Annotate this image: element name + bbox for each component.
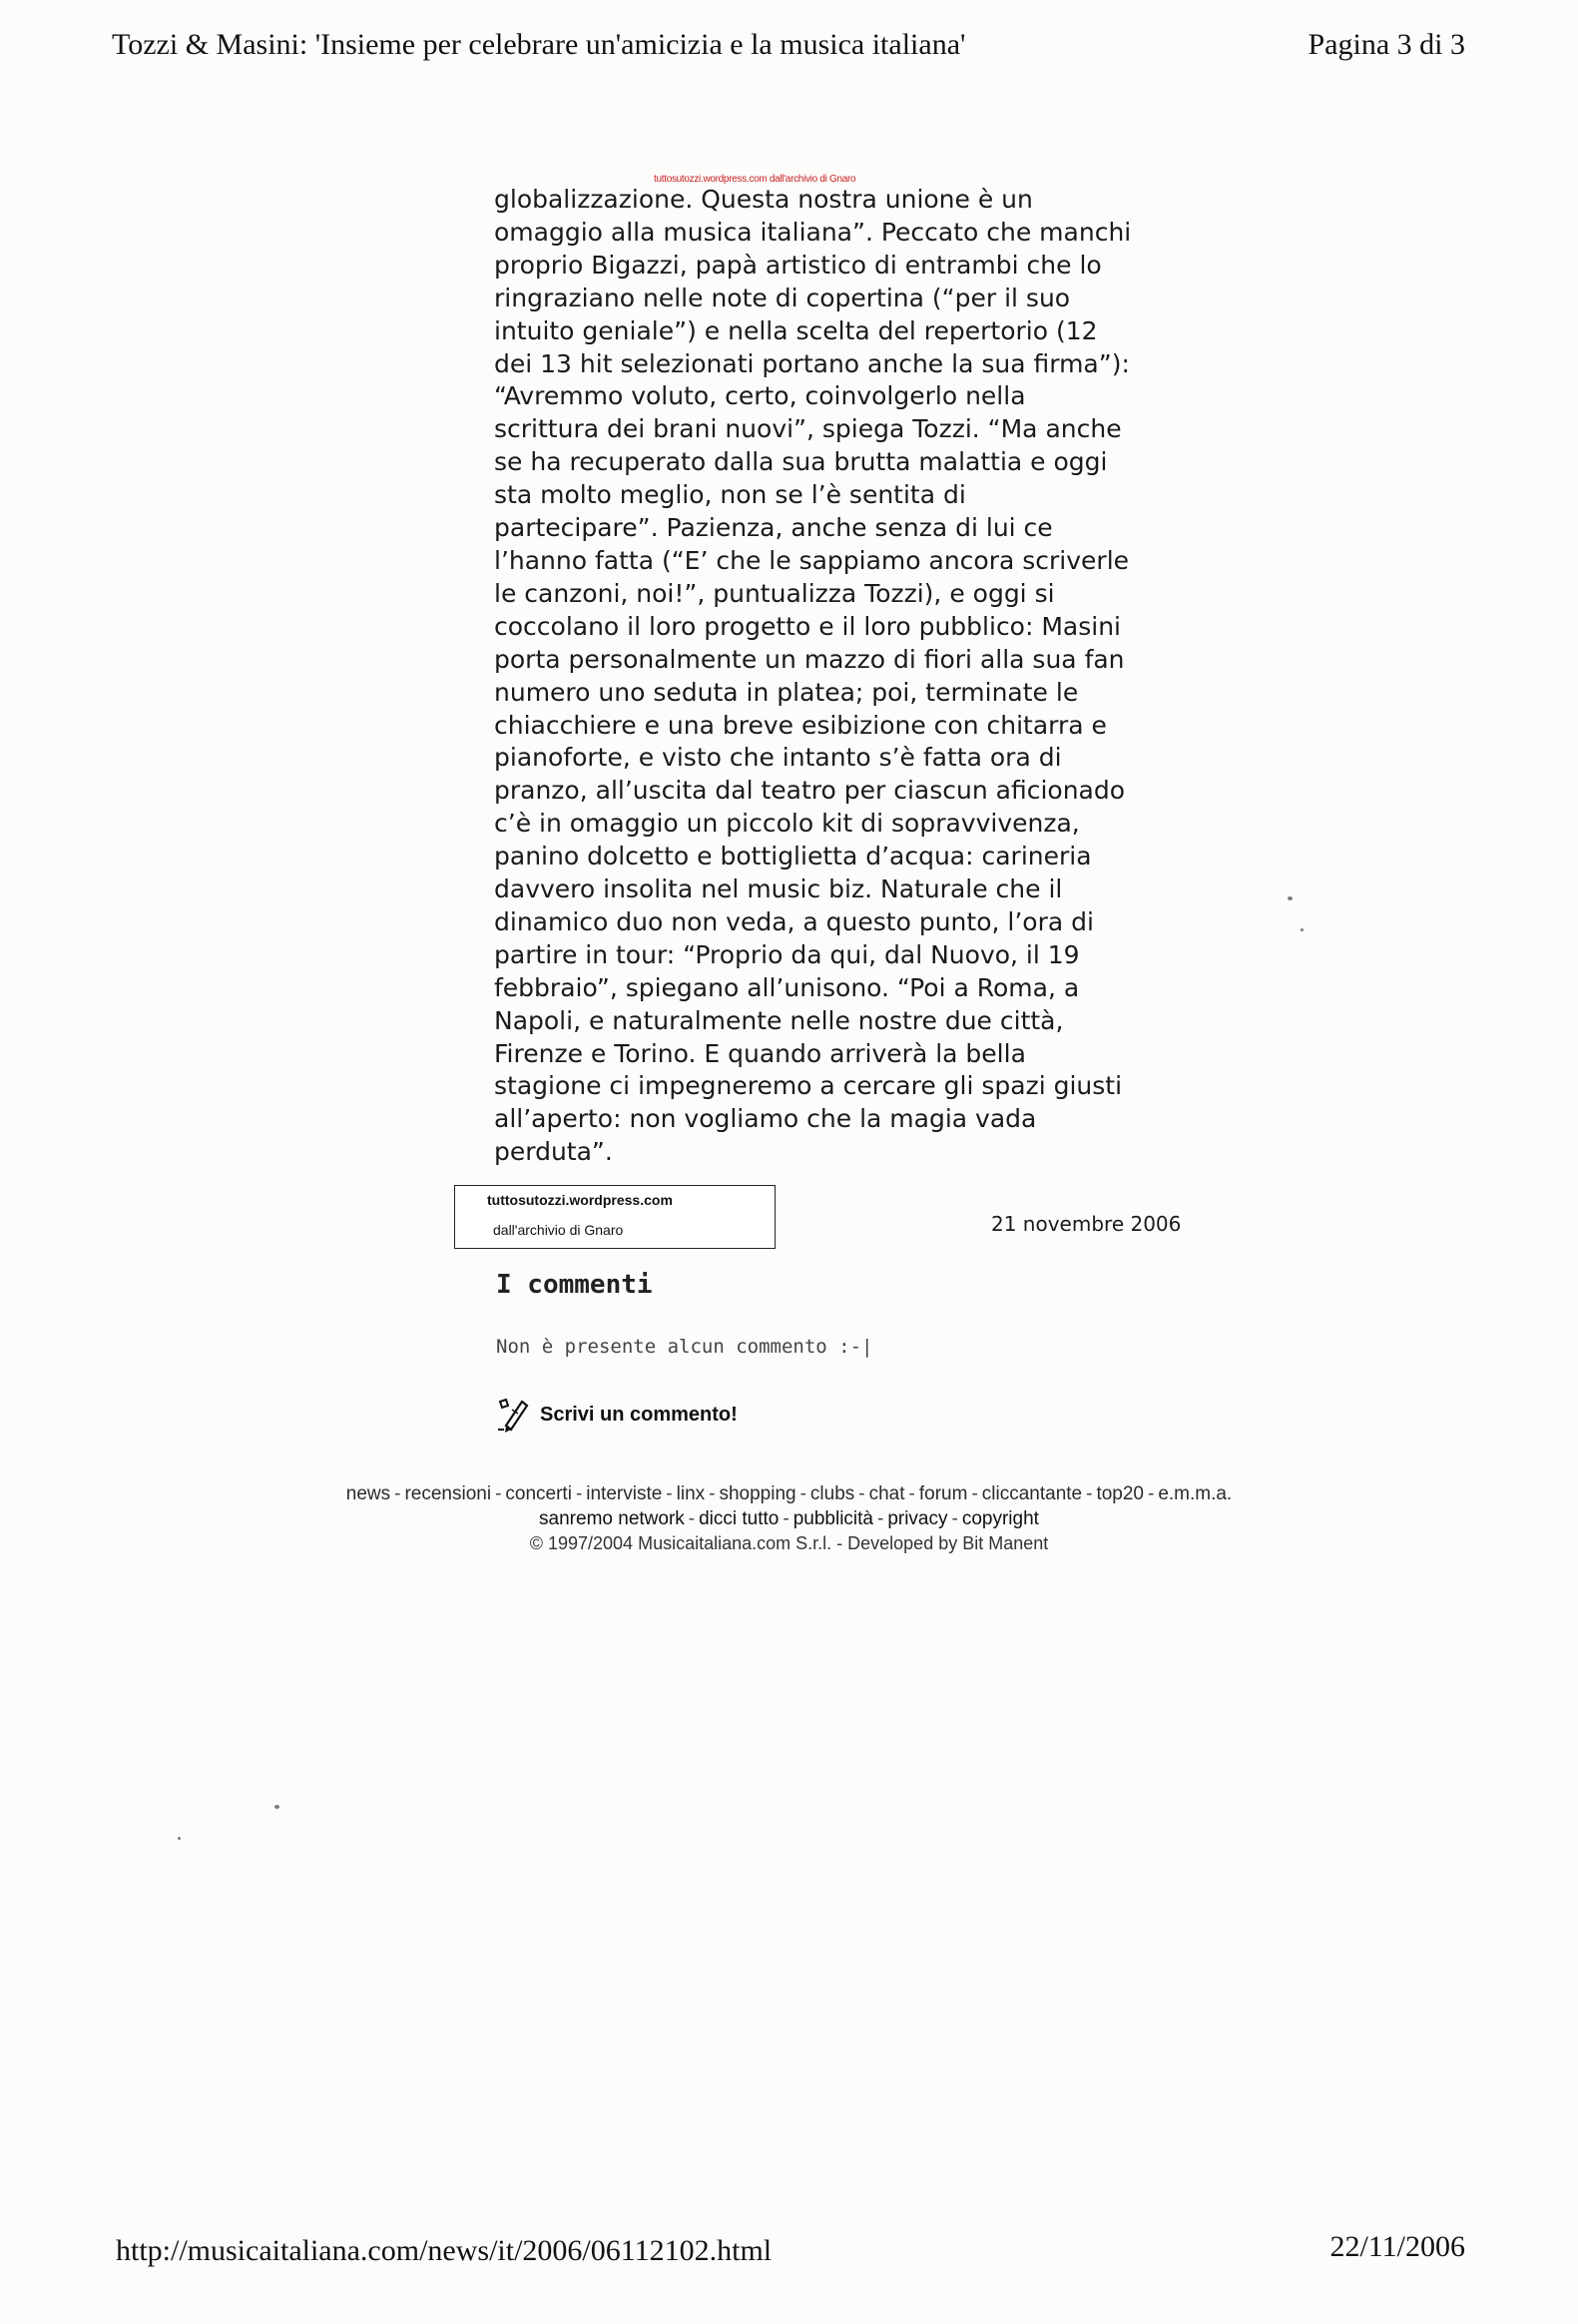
footer-link-forum[interactable]: forum [918,1483,968,1504]
write-comment-link[interactable] [496,1396,738,1434]
article-line: scrittura dei brani nuovi”, spiega Tozzi. “Ma anche [494,414,1122,444]
article-line: proprio Bigazzi, papà artistico di entrambi che lo [494,250,1102,280]
scan-speck [1288,896,1293,900]
footer-link-concerti[interactable]: concerti [505,1483,572,1504]
footer-separator: - [394,1483,401,1504]
footer-separator: - [495,1483,502,1504]
article-line: ringraziano nelle note di copertina (“per il suo [494,283,1071,312]
footer-separator: - [876,1508,884,1529]
print-date: 22/11/2006 [1329,2230,1465,2263]
print-header [112,28,1465,62]
footer-separator: - [688,1508,696,1529]
page-number: Pagina 3 di 3 [1308,28,1465,61]
footer-nav-row-1 [0,1483,1578,1508]
article-line: all’aperto: non vogliamo che la magia vada [494,1104,1037,1134]
archive-stamp [454,1185,776,1249]
article-line: numero uno seduta in platea; poi, terminate le [494,677,1079,707]
article-line: febbraio”, spiegano all’unisono. “Poi a Roma, a [494,972,1080,1002]
article-line: c’è in omaggio un piccolo kit di sopravvivenza, [494,809,1080,839]
footer-link-top20[interactable]: top20 [1096,1483,1144,1504]
footer-link-copyright[interactable]: copyright [961,1508,1039,1529]
article-line: globalizzazione. Questa nostra unione è un [494,185,1033,214]
scan-speck [178,1837,181,1840]
comments-heading: I commenti [496,1270,653,1300]
footer-link-privacy[interactable]: privacy [887,1508,948,1529]
footer-link-interviste[interactable]: interviste [586,1483,663,1504]
article-line: dinamico duo non veda, a questo punto, l’ora di [494,906,1094,936]
article-line: davvero insolita nel music biz. Naturale che il [494,874,1063,904]
watermark-text: tuttosutozzi.wordpress.com dall'archivio di Gnaro [654,174,856,185]
article-line: “Avremmo voluto, certo, coinvolgerlo nella [494,381,1026,411]
footer-link-news[interactable]: news [345,1483,391,1504]
article-line: Firenze e Torino. E quando arriverà la bella [494,1038,1026,1068]
article-line: sta molto meglio, non se l’è sentita di [494,480,966,510]
article-line: panino dolcetto e bottiglietta d’acqua: carineria [494,842,1092,872]
article-line: porta personalmente un mazzo di fiori alla sua fan [494,644,1125,674]
article-line: le canzoni, noi!”, puntualizza Tozzi), e oggi si [494,578,1055,608]
article-line: Napoli, e naturalmente nelle nostre due città, [494,1005,1064,1035]
footer-separator: - [799,1483,806,1504]
footer-link-dicci-tutto[interactable]: dicci tutto [699,1508,780,1529]
footer-separator: - [783,1508,789,1529]
article-line: omaggio alla musica italiana”. Peccato che manchi [494,217,1132,247]
article-body [494,184,1131,1169]
footer-link-e-m-m-a[interactable]: e.m.m.a. [1158,1483,1233,1504]
no-comments-text: Non è presente alcun commento :-| [496,1336,873,1358]
article-line: intuito geniale”) e nella scelta del repertorio (12 [494,315,1098,345]
footer-link-cliccantante[interactable]: cliccantante [981,1483,1083,1504]
scan-speck [274,1805,279,1809]
footer-link-pubblicit[interactable]: pubblicità [792,1508,873,1529]
article-line: partecipare”. Pazienza, anche senza di lui ce [494,513,1053,543]
article-line: chiacchiere e una breve esibizione con chitarra e [494,710,1107,740]
pencil-note-icon [496,1396,530,1434]
footer-link-clubs[interactable]: clubs [809,1483,855,1504]
footer-separator: - [1086,1483,1093,1504]
footer-copyright: © 1997/2004 Musicaitaliana.com S.r.l. - Developed by Bit Manent [529,1533,1049,1553]
footer-link-recensioni[interactable]: recensioni [404,1483,492,1504]
footer-link-chat[interactable]: chat [868,1483,905,1504]
article-date: 21 novembre 2006 [991,1212,1182,1236]
stamp-line-2: dall'archivio di Gnaro [493,1222,624,1238]
article-line: pianoforte, e visto che intanto s’è fatta ora di [494,743,1062,773]
article-line: stagione ci impegneremo a cercare gli spazi giusti [494,1071,1123,1101]
print-footer [116,2230,1465,2268]
article-line: se ha recuperato dalla sua brutta malattia e oggi [494,447,1108,477]
footer-separator: - [1147,1483,1155,1504]
stamp-line-1: tuttosutozzi.wordpress.com [487,1192,673,1208]
footer-link-shopping[interactable]: shopping [719,1483,796,1504]
article-line: coccolano il loro progetto e il loro pubblico: Masini [494,611,1122,641]
footer-link-sanremo-network[interactable]: sanremo network [539,1508,685,1529]
article-line: perduta”. [494,1137,613,1167]
scan-speck [1301,928,1304,931]
article-line: dei 13 hit selezionati portano anche la sua firma”): [494,348,1130,378]
footer-separator: - [908,1483,915,1504]
footer-separator: - [575,1483,583,1504]
article-line: pranzo, all’uscita dal teatro per ciascun aficionado [494,776,1126,806]
footer-separator: - [709,1483,716,1504]
article-line: partire in tour: “Proprio da qui, dal Nuovo, il 19 [494,939,1080,969]
footer-link-linx[interactable]: linx [676,1483,706,1504]
footer-separator: - [951,1508,958,1529]
footer-separator: - [971,1483,978,1504]
write-comment-label: Scrivi un commento! [540,1403,738,1426]
article-line: l’hanno fatta (“E’ che le sappiamo ancora scriverle [494,545,1130,575]
site-footer-nav [0,1483,1578,1558]
footer-separator: - [858,1483,865,1504]
page-url: http://musicaitaliana.com/news/it/2006/06112102.html [116,2234,773,2267]
document-title: Tozzi & Masini: 'Insieme per celebrare un'amicizia e la musica italiana' [112,28,966,61]
footer-nav-row-2 [0,1508,1578,1533]
footer-separator: - [666,1483,673,1504]
